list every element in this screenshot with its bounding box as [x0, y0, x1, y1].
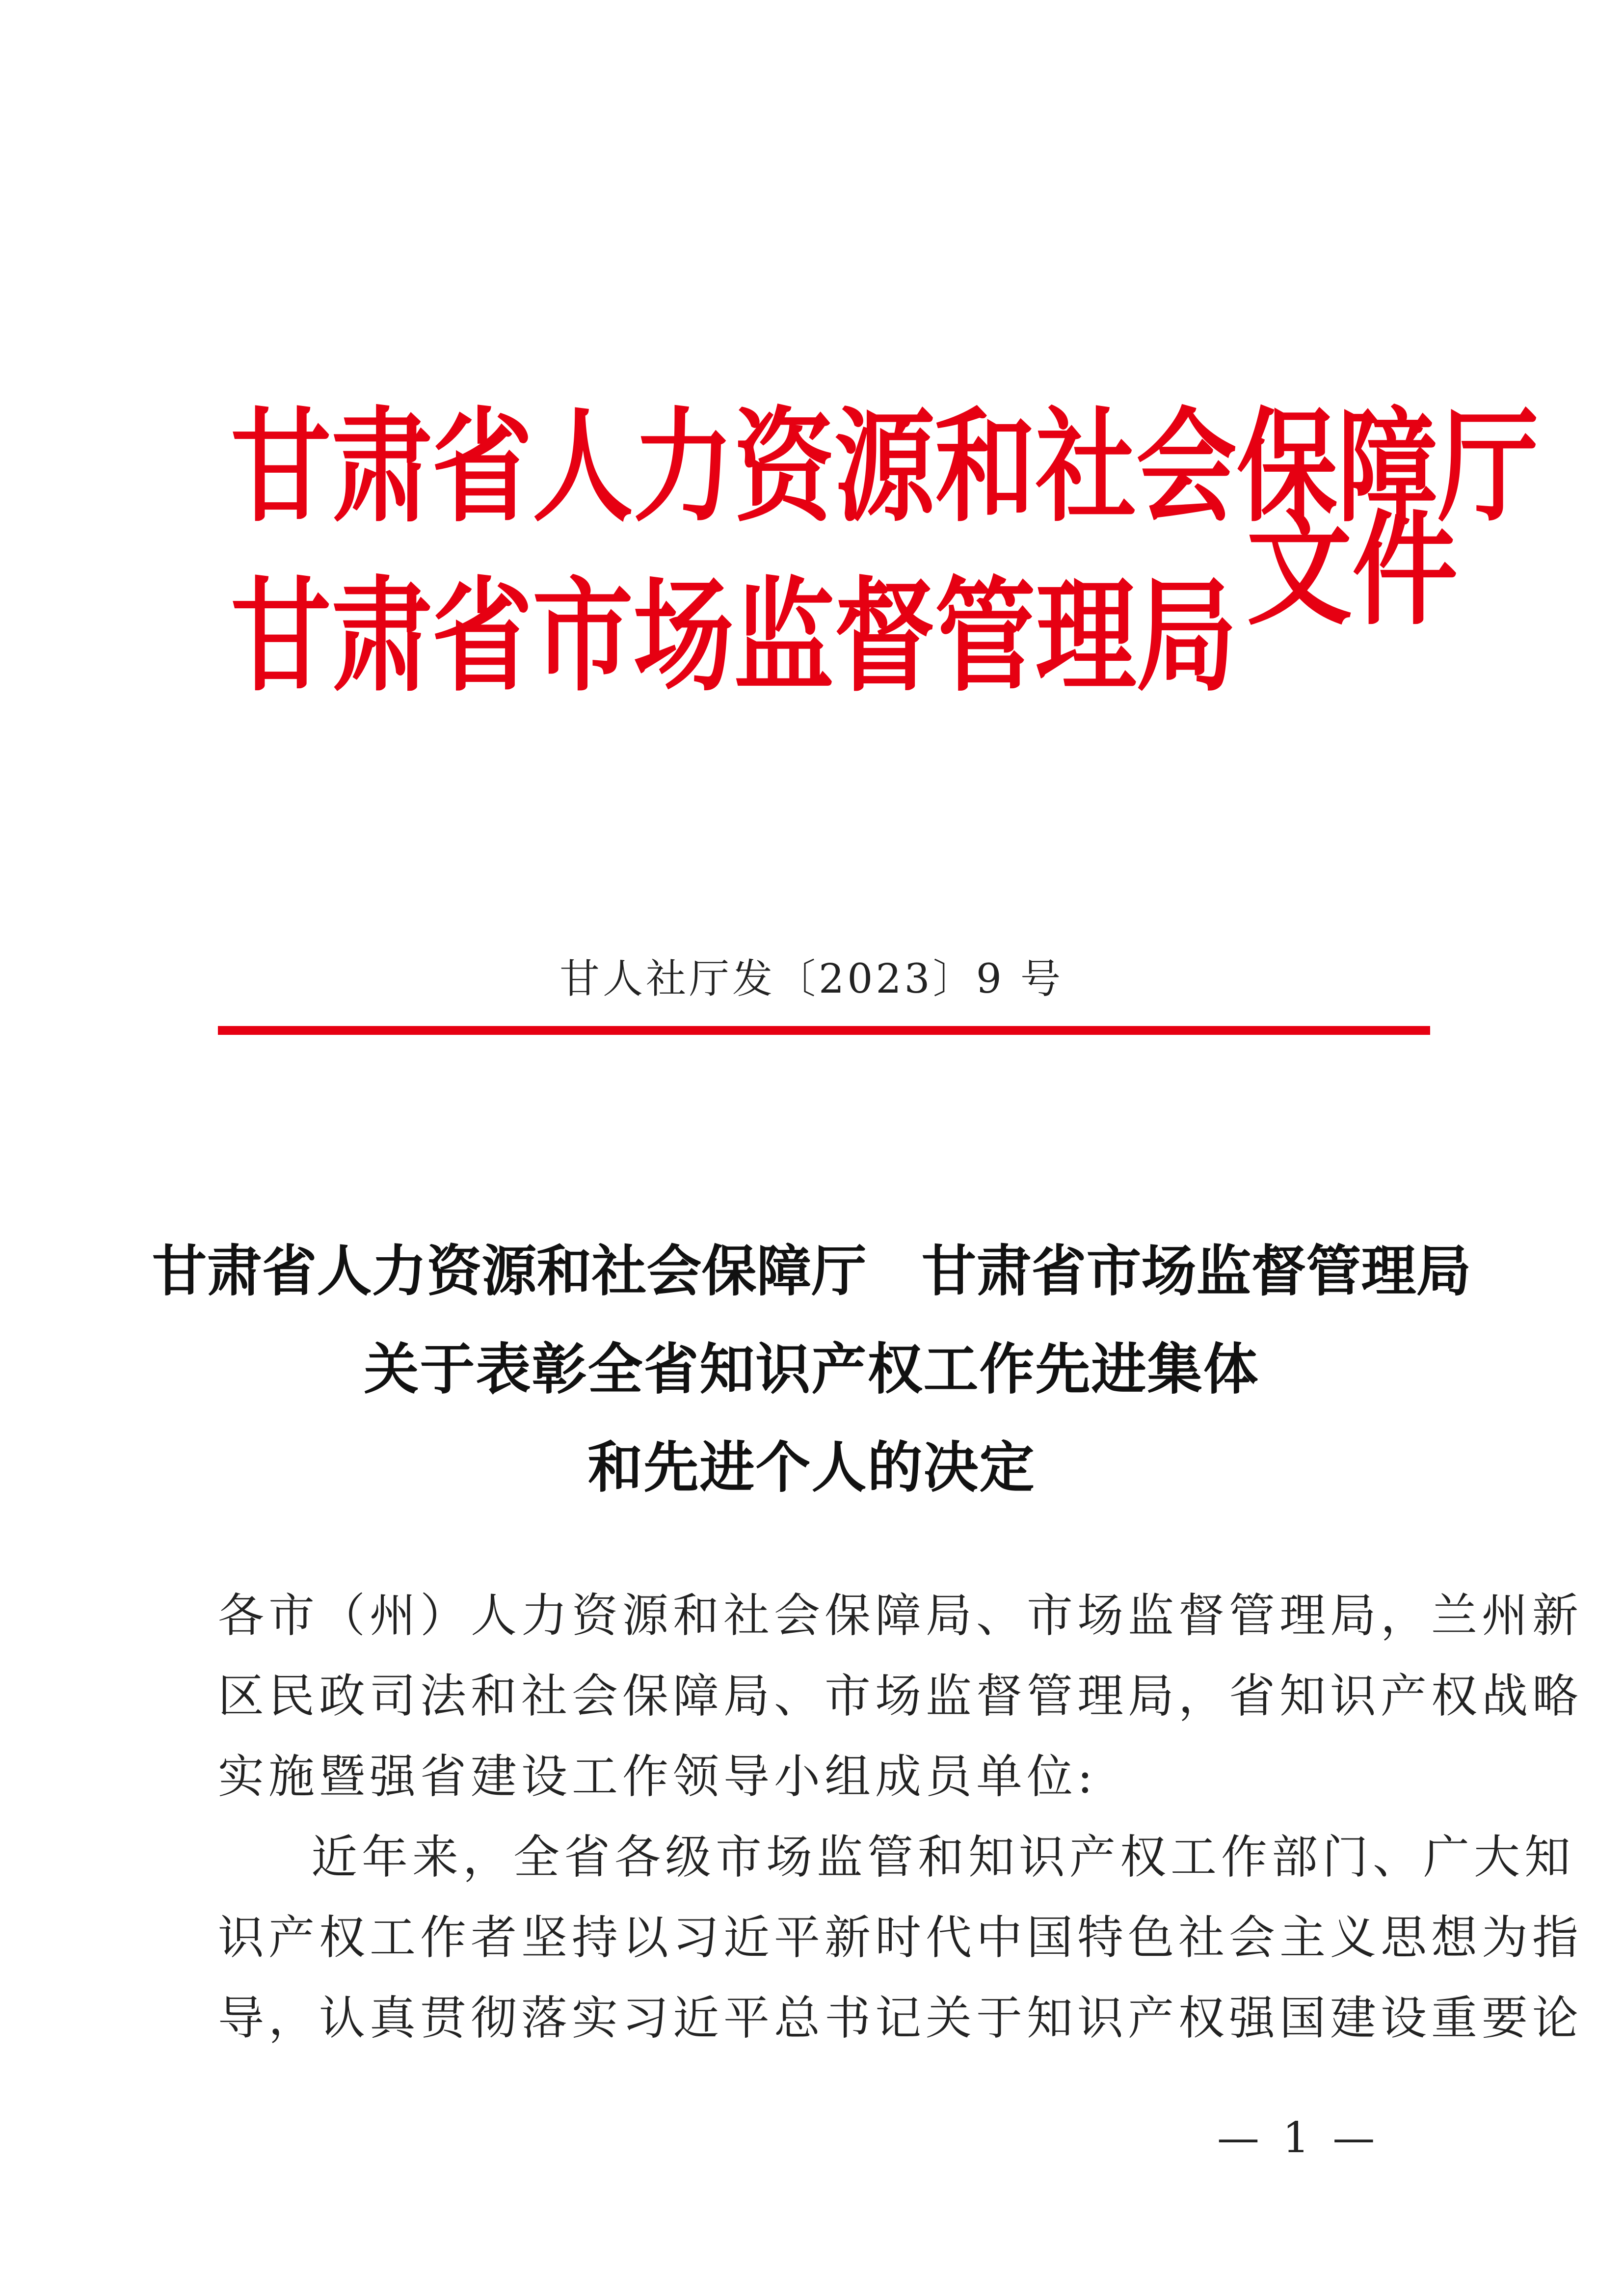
title-line-1: 甘肃省人力资源和社会保障厅 甘肃省市场监督管理局 [152, 1239, 1471, 1303]
addressee-line: 各市（州）人力资源和社会保障局、市场监督管理局，兰州新 [218, 1589, 1583, 1643]
addressee-line: 区民政司法和社会保障局、市场监督管理局，省知识产权战略 [218, 1670, 1583, 1723]
title-line-3: 和先进个人的决定 [587, 1435, 1036, 1500]
paragraph-line: 近年来，全省各级市场监管和知识产权工作部门、广大知 [311, 1831, 1575, 1884]
red-divider-rule [218, 1026, 1430, 1035]
masthead-org-2: 甘肃省市场监督管理局 [231, 564, 1237, 708]
document-number: 甘人社厅发〔2023〕9 号 [559, 956, 1064, 1002]
page-number: — 1 — [1217, 2113, 1380, 2162]
masthead-suffix: 文件 [1247, 497, 1458, 642]
masthead-org-1: 甘肃省人力资源和社会保障厅 [231, 394, 1539, 539]
body-text [218, 1576, 1583, 2059]
paragraph-line: 导，认真贯彻落实习近平总书记关于知识产权强国建设重要论 [218, 1992, 1583, 2045]
document-title [0, 1222, 1623, 1517]
addressee-paragraph [218, 1576, 1583, 1817]
body-paragraph-1 [218, 1817, 1583, 2059]
paragraph-line: 识产权工作者坚持以习近平新时代中国特色社会主义思想为指 [218, 1911, 1583, 1965]
red-masthead [231, 393, 1539, 746]
title-line-2: 关于表彰全省知识产权工作先进集体 [364, 1337, 1259, 1402]
addressee-line: 实施暨强省建设工作领导小组成员单位: [218, 1750, 1097, 1804]
